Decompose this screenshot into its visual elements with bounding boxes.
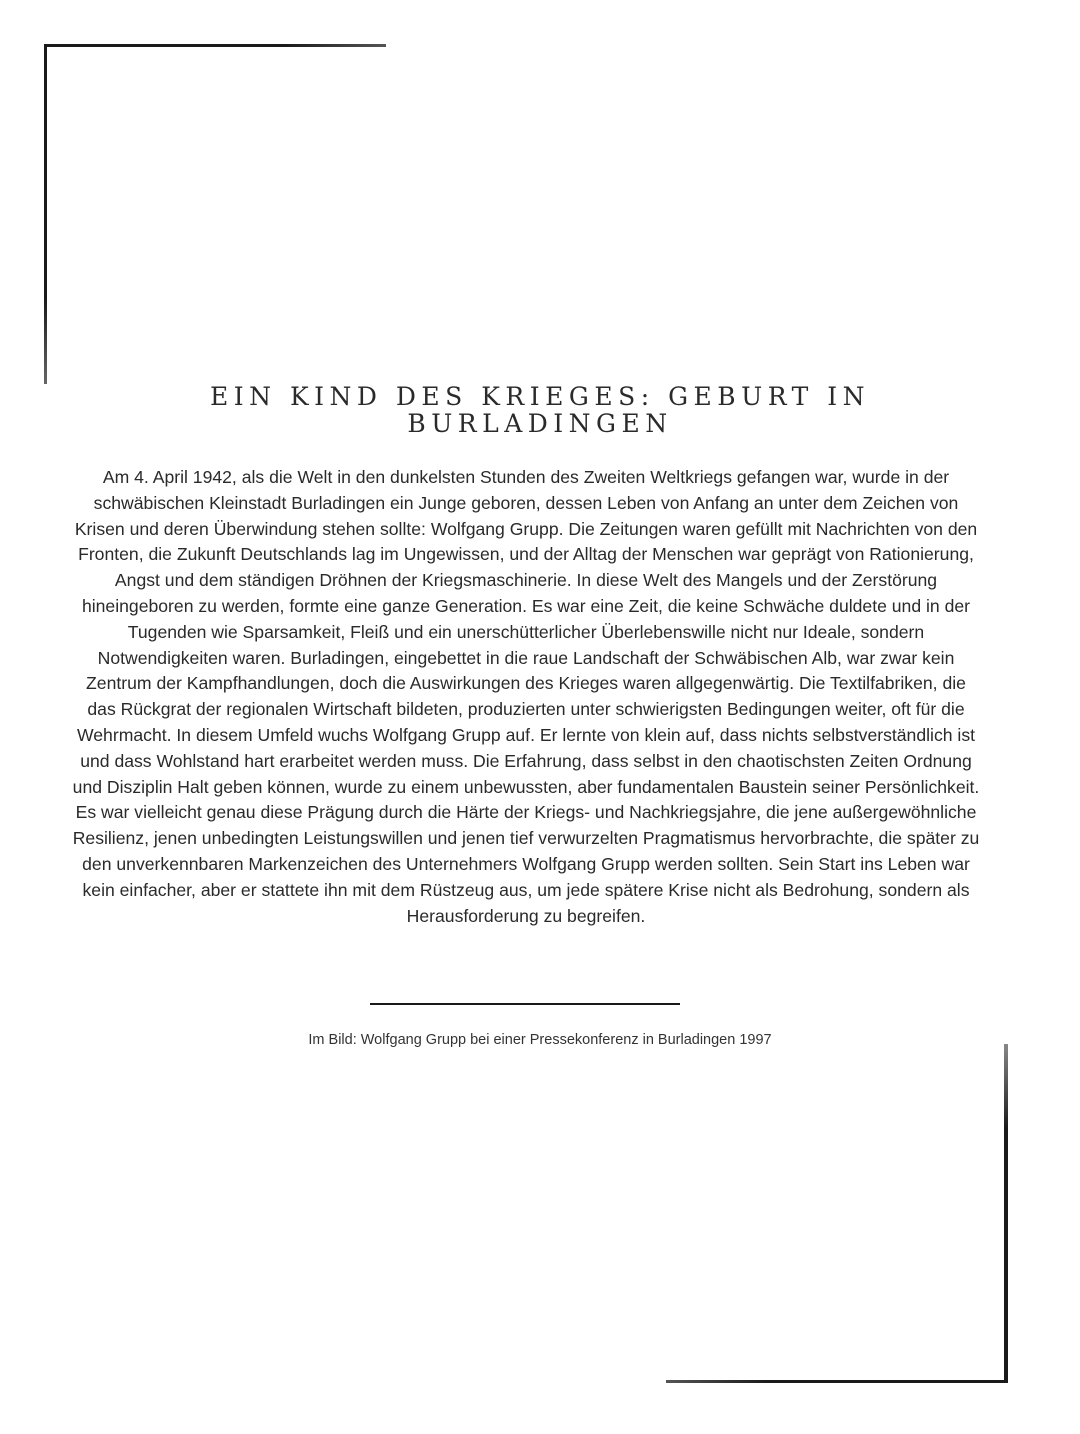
page-title: [90, 383, 990, 437]
page-title-line-2: BURLADINGEN: [407, 409, 673, 438]
divider-line: [370, 1003, 680, 1005]
frame-corner-bottom-right-horizontal: [666, 1380, 1008, 1383]
image-caption: Im Bild: Wolfgang Grupp bei einer Pressekonferenz in Burladingen 1997: [308, 1032, 772, 1048]
body-paragraph: Am 4. April 1942, als die Welt in den dunkelsten Stunden des Zweiten Weltkriegs gefangen war, wurde in der schwäbischen Kleinstadt Burladingen ein Junge geboren, dessen Leben von Anfang an unter dem Zeichen von Krisen und deren Überwindung stehen sollte: Wolfgang Grupp. Die Zeitungen waren gefüllt mit Nachrichten von den Fronten, die Zukunft Deutschlands lag im Ungewissen, und der Alltag der Menschen war geprägt von Rationierung, Angst und dem ständigen Dröhnen der Kriegsmaschinerie. In diese Welt des Mangels und der Zerstörung hineingeboren zu werden, formte eine ganze Generation. Es war eine Zeit, die keine Schwäche duldete und in der Tugenden wie Sparsamkeit, Fleiß und ein unerschütterlicher Überlebenswille nicht nur Ideale, sondern Notwendigkeiten waren. Burladingen, eingebettet in die raue Landschaft der Schwäbischen Alb, war zwar kein Zentrum der Kampfhandlungen, doch die Auswirkungen des Krieges waren allgegenwärtig. Die Textilfabriken, die das Rückgrat der regionalen Wirtschaft bildeten, produzierten unter schwierigsten Bedingungen weiter, oft für die Wehrmacht. In diesem Umfeld wuchs Wolfgang Grupp auf. Er lernte von klein auf, dass nichts selbstverständlich ist und dass Wohlstand hart erarbeitet werden muss. Die Erfahrung, dass selbst in den chaotischsten Zeiten Ordnung und Disziplin Halt geben können, wurde zu einem unbewussten, aber fundamentalen Baustein seiner Persönlichkeit. Es war vielleicht genau diese Prägung durch die Härte der Kriegs- und Nachkriegsjahre, die jene außergewöhnliche Resilienz, jenen unbedingten Leistungswillen und jenen tief verwurzelten Pragmatismus hervorbrachte, die später zu den unverkennbaren Markenzeichen des Unternehmers Wolfgang Grupp werden sollten. Sein Start ins Leben war kein einfacher, aber er stattete ihn mit dem Rüstzeug aus, um jede spätere Krise nicht als Bedrohung, sondern als Herausforderung zu begreifen.: [72, 467, 980, 926]
frame-corner-bottom-right-vertical: [1004, 1044, 1008, 1383]
page-title-line-1: EIN KIND DES KRIEGES: GEBURT IN: [210, 382, 870, 411]
frame-corner-top-left-horizontal: [44, 44, 386, 47]
frame-corner-top-left-vertical: [44, 44, 47, 384]
